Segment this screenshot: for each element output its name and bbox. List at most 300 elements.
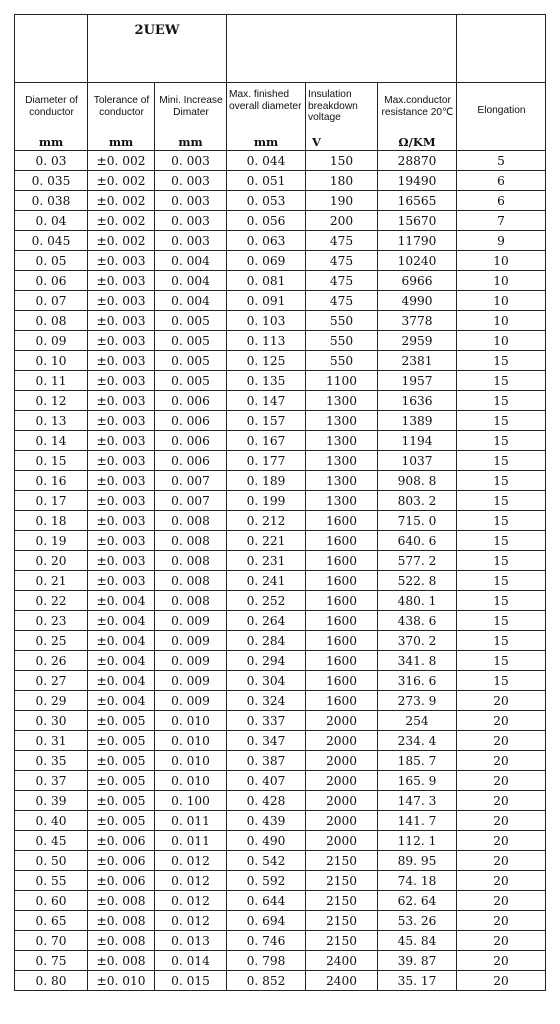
table-cell: 0. 091 xyxy=(227,291,306,311)
table-row xyxy=(15,331,546,351)
table-row xyxy=(15,191,546,211)
table-cell: 0. 05 xyxy=(15,251,88,271)
table-cell: 0. 798 xyxy=(227,951,306,971)
table-cell: ±0. 002 xyxy=(88,231,155,251)
table-cell: ±0. 006 xyxy=(88,851,155,871)
table-cell: 0. 011 xyxy=(155,811,227,831)
table-cell: 0. 035 xyxy=(15,171,88,191)
table-cell: 1300 xyxy=(306,491,378,511)
table-cell: 0. 55 xyxy=(15,871,88,891)
table-cell: 10 xyxy=(457,311,546,331)
table-cell: 200 xyxy=(306,211,378,231)
table-cell: ±0. 005 xyxy=(88,771,155,791)
table-cell: 0. 051 xyxy=(227,171,306,191)
table-cell: 15 xyxy=(457,391,546,411)
table-cell: 0. 006 xyxy=(155,391,227,411)
table-cell: 0. 23 xyxy=(15,611,88,631)
table-cell: 0. 003 xyxy=(155,151,227,171)
col-header-unit: V xyxy=(312,135,321,149)
table-row xyxy=(15,471,546,491)
header-row xyxy=(15,83,546,151)
table-cell: 0. 19 xyxy=(15,531,88,551)
table-cell: 0. 304 xyxy=(227,671,306,691)
table-cell: 10 xyxy=(457,291,546,311)
table-cell: ±0. 004 xyxy=(88,631,155,651)
table-cell: 45. 84 xyxy=(378,931,457,951)
table-cell: ±0. 003 xyxy=(88,551,155,571)
table-cell: 1600 xyxy=(306,571,378,591)
table-cell: 9 xyxy=(457,231,546,251)
table-cell: 0. 27 xyxy=(15,671,88,691)
table-cell: 15 xyxy=(457,591,546,611)
table-cell: 20 xyxy=(457,851,546,871)
table-cell: 0. 167 xyxy=(227,431,306,451)
table-row xyxy=(15,351,546,371)
table-cell: ±0. 010 xyxy=(88,971,155,991)
table-cell: 165. 9 xyxy=(378,771,457,791)
table-cell: 2000 xyxy=(306,731,378,751)
table-row xyxy=(15,411,546,431)
table-cell: ±0. 004 xyxy=(88,651,155,671)
table-cell: 15 xyxy=(457,431,546,451)
title-blank-cell xyxy=(227,15,457,83)
title-row xyxy=(15,15,546,83)
table-cell: 0. 008 xyxy=(155,591,227,611)
table-cell: 2150 xyxy=(306,851,378,871)
table-row xyxy=(15,851,546,871)
table-cell: 0. 241 xyxy=(227,571,306,591)
table-cell: 803. 2 xyxy=(378,491,457,511)
table-row xyxy=(15,551,546,571)
table-cell: 0. 009 xyxy=(155,651,227,671)
table-body xyxy=(15,15,546,991)
table-cell: 0. 003 xyxy=(155,231,227,251)
table-cell: 0. 010 xyxy=(155,771,227,791)
table-cell: 0. 007 xyxy=(155,491,227,511)
table-cell: 0. 347 xyxy=(227,731,306,751)
table-cell: 577. 2 xyxy=(378,551,457,571)
table-cell: ±0. 003 xyxy=(88,571,155,591)
table-cell: ±0. 005 xyxy=(88,811,155,831)
table-cell: 0. 157 xyxy=(227,411,306,431)
table-cell: 147. 3 xyxy=(378,791,457,811)
table-cell: 0. 005 xyxy=(155,371,227,391)
table-cell: 10 xyxy=(457,331,546,351)
col-header-unit: mm xyxy=(253,135,279,149)
table-cell: 0. 13 xyxy=(15,411,88,431)
table-cell: 0. 006 xyxy=(155,411,227,431)
table-cell: 0. 012 xyxy=(155,871,227,891)
table-cell: 0. 294 xyxy=(227,651,306,671)
table-cell: 2150 xyxy=(306,931,378,951)
table-cell: 1300 xyxy=(306,451,378,471)
table-cell: 0. 010 xyxy=(155,751,227,771)
table-cell: 0. 75 xyxy=(15,951,88,971)
table-row xyxy=(15,211,546,231)
table-cell: ±0. 005 xyxy=(88,791,155,811)
table-cell: 2150 xyxy=(306,911,378,931)
table-cell: 0. 006 xyxy=(155,431,227,451)
table-cell: 185. 7 xyxy=(378,751,457,771)
table-cell: ±0. 003 xyxy=(88,331,155,351)
table-cell: 475 xyxy=(306,271,378,291)
table-cell: 15670 xyxy=(378,211,457,231)
table-cell: 20 xyxy=(457,731,546,751)
table-cell: 0. 063 xyxy=(227,231,306,251)
table-cell: 273. 9 xyxy=(378,691,457,711)
table-cell: 0. 009 xyxy=(155,611,227,631)
table-cell: 0. 09 xyxy=(15,331,88,351)
table-row xyxy=(15,171,546,191)
table-cell: 2959 xyxy=(378,331,457,351)
table-row xyxy=(15,771,546,791)
table-cell: 0. 003 xyxy=(155,171,227,191)
table-cell: 0. 14 xyxy=(15,431,88,451)
table-cell: 1100 xyxy=(306,371,378,391)
table-cell: ±0. 006 xyxy=(88,871,155,891)
table-cell: 0. 852 xyxy=(227,971,306,991)
table-cell: ±0. 002 xyxy=(88,171,155,191)
table-cell: 15 xyxy=(457,511,546,531)
table-cell: 0. 06 xyxy=(15,271,88,291)
table-row xyxy=(15,831,546,851)
table-cell: 0. 592 xyxy=(227,871,306,891)
table-row xyxy=(15,891,546,911)
table-cell: 0. 003 xyxy=(155,191,227,211)
table-cell: 475 xyxy=(306,291,378,311)
table-cell: 0. 009 xyxy=(155,631,227,651)
table-cell: 1600 xyxy=(306,671,378,691)
table-cell: 15 xyxy=(457,491,546,511)
table-cell: 438. 6 xyxy=(378,611,457,631)
table-cell: 5 xyxy=(457,151,546,171)
table-cell: 0. 10 xyxy=(15,351,88,371)
table-cell: 0. 08 xyxy=(15,311,88,331)
table-cell: 20 xyxy=(457,831,546,851)
col-header-label: Max.conductor resistance 20℃ xyxy=(381,95,454,118)
table-cell: 0. 644 xyxy=(227,891,306,911)
table-row xyxy=(15,811,546,831)
table-cell: 20 xyxy=(457,751,546,771)
table-cell: 0. 015 xyxy=(155,971,227,991)
table-cell: 0. 135 xyxy=(227,371,306,391)
table-cell: ±0. 005 xyxy=(88,711,155,731)
table-cell: 0. 21 xyxy=(15,571,88,591)
table-cell: 0. 31 xyxy=(15,731,88,751)
table-row xyxy=(15,151,546,171)
table-cell: 0. 15 xyxy=(15,451,88,471)
table-cell: 2400 xyxy=(306,971,378,991)
table-cell: 0. 20 xyxy=(15,551,88,571)
table-cell: 0. 04 xyxy=(15,211,88,231)
table-cell: 0. 284 xyxy=(227,631,306,651)
table-cell: 0. 40 xyxy=(15,811,88,831)
table-row xyxy=(15,431,546,451)
table-cell: 20 xyxy=(457,691,546,711)
col-header-tolerance xyxy=(88,83,155,151)
table-cell: 0. 069 xyxy=(227,251,306,271)
table-cell: 15 xyxy=(457,551,546,571)
table-cell: 141. 7 xyxy=(378,811,457,831)
table-cell: 0. 12 xyxy=(15,391,88,411)
table-cell: 6 xyxy=(457,171,546,191)
col-header-label: Mini. Increase Dimater xyxy=(159,95,223,118)
table-cell: 0. 010 xyxy=(155,731,227,751)
table-cell: 908. 8 xyxy=(378,471,457,491)
table-cell: 0. 006 xyxy=(155,451,227,471)
table-cell: 0. 03 xyxy=(15,151,88,171)
table-cell: ±0. 003 xyxy=(88,531,155,551)
table-cell: ±0. 004 xyxy=(88,691,155,711)
table-cell: 0. 045 xyxy=(15,231,88,251)
col-header-unit: Ω/KM xyxy=(398,135,436,149)
table-cell: 15 xyxy=(457,631,546,651)
table-cell: 0. 337 xyxy=(227,711,306,731)
table-title: 2UEW xyxy=(88,15,227,83)
col-header-unit: mm xyxy=(178,135,203,149)
table-cell: 0. 37 xyxy=(15,771,88,791)
table-row xyxy=(15,711,546,731)
table-cell: 0. 003 xyxy=(155,211,227,231)
table-cell: 0. 009 xyxy=(155,691,227,711)
table-cell: 3778 xyxy=(378,311,457,331)
table-cell: 1600 xyxy=(306,551,378,571)
table-cell: 2000 xyxy=(306,791,378,811)
table-cell: 1600 xyxy=(306,611,378,631)
table-cell: 0. 407 xyxy=(227,771,306,791)
table-row xyxy=(15,611,546,631)
table-cell: 15 xyxy=(457,351,546,371)
table-cell: ±0. 003 xyxy=(88,291,155,311)
table-cell: 0. 490 xyxy=(227,831,306,851)
table-cell: ±0. 003 xyxy=(88,391,155,411)
table-cell: 15 xyxy=(457,571,546,591)
table-row xyxy=(15,731,546,751)
table-cell: 35. 17 xyxy=(378,971,457,991)
table-row xyxy=(15,911,546,931)
table-cell: 0. 004 xyxy=(155,291,227,311)
table-cell: 0. 100 xyxy=(155,791,227,811)
table-cell: ±0. 003 xyxy=(88,431,155,451)
table-cell: 1600 xyxy=(306,691,378,711)
table-cell: ±0. 003 xyxy=(88,471,155,491)
table-cell: 550 xyxy=(306,351,378,371)
table-cell: 150 xyxy=(306,151,378,171)
table-cell: 0. 11 xyxy=(15,371,88,391)
table-cell: 0. 18 xyxy=(15,511,88,531)
table-cell: 0. 125 xyxy=(227,351,306,371)
table-cell: 19490 xyxy=(378,171,457,191)
table-cell: 0. 30 xyxy=(15,711,88,731)
col-header-label: Diameter of conductor xyxy=(25,95,78,118)
table-cell: ±0. 002 xyxy=(88,211,155,231)
table-cell: 20 xyxy=(457,911,546,931)
col-header-label: Insulation breakdown voltage xyxy=(308,89,358,123)
table-cell: 2000 xyxy=(306,831,378,851)
table-cell: 0. 008 xyxy=(155,551,227,571)
table-cell: 0. 004 xyxy=(155,271,227,291)
table-cell: 20 xyxy=(457,931,546,951)
table-cell: 0. 014 xyxy=(155,951,227,971)
table-cell: 0. 45 xyxy=(15,831,88,851)
table-cell: 20 xyxy=(457,951,546,971)
table-cell: 1600 xyxy=(306,651,378,671)
table-cell: 1600 xyxy=(306,531,378,551)
table-cell: ±0. 003 xyxy=(88,251,155,271)
table-cell: 0. 80 xyxy=(15,971,88,991)
table-cell: 254 xyxy=(378,711,457,731)
table-cell: 0. 264 xyxy=(227,611,306,631)
table-cell: ±0. 002 xyxy=(88,191,155,211)
table-cell: ±0. 004 xyxy=(88,591,155,611)
table-cell: 0. 056 xyxy=(227,211,306,231)
table-cell: ±0. 008 xyxy=(88,891,155,911)
table-cell: 234. 4 xyxy=(378,731,457,751)
table-cell: 190 xyxy=(306,191,378,211)
table-row xyxy=(15,751,546,771)
table-cell: 1300 xyxy=(306,391,378,411)
table-cell: ±0. 003 xyxy=(88,511,155,531)
table-cell: 0. 212 xyxy=(227,511,306,531)
table-cell: 2150 xyxy=(306,871,378,891)
table-cell: 1600 xyxy=(306,511,378,531)
table-cell: 0. 008 xyxy=(155,531,227,551)
table-cell: 7 xyxy=(457,211,546,231)
table-cell: 0. 50 xyxy=(15,851,88,871)
table-cell: 370. 2 xyxy=(378,631,457,651)
table-cell: ±0. 002 xyxy=(88,151,155,171)
table-cell: 2000 xyxy=(306,811,378,831)
table-cell: 0. 113 xyxy=(227,331,306,351)
table-cell: 15 xyxy=(457,371,546,391)
table-row xyxy=(15,531,546,551)
table-cell: ±0. 004 xyxy=(88,611,155,631)
table-cell: 316. 6 xyxy=(378,671,457,691)
table-cell: 0. 007 xyxy=(155,471,227,491)
table-cell: 0. 252 xyxy=(227,591,306,611)
table-cell: 2381 xyxy=(378,351,457,371)
col-header-max-finished xyxy=(227,83,306,151)
table-cell: 0. 012 xyxy=(155,891,227,911)
table-cell: 0. 65 xyxy=(15,911,88,931)
table-cell: ±0. 003 xyxy=(88,271,155,291)
table-cell: 0. 17 xyxy=(15,491,88,511)
table-cell: 0. 221 xyxy=(227,531,306,551)
table-cell: 74. 18 xyxy=(378,871,457,891)
table-cell: 1194 xyxy=(378,431,457,451)
table-cell: 112. 1 xyxy=(378,831,457,851)
table-cell: 4990 xyxy=(378,291,457,311)
table-row xyxy=(15,971,546,991)
table-row xyxy=(15,491,546,511)
table-cell: 522. 8 xyxy=(378,571,457,591)
table-cell: 0. 439 xyxy=(227,811,306,831)
table-cell: 20 xyxy=(457,971,546,991)
table-row xyxy=(15,451,546,471)
table-cell: 20 xyxy=(457,891,546,911)
table-cell: 0. 231 xyxy=(227,551,306,571)
table-cell: 0. 70 xyxy=(15,931,88,951)
col-header-elongation xyxy=(457,83,546,151)
table-cell: 0. 39 xyxy=(15,791,88,811)
table-cell: 0. 008 xyxy=(155,571,227,591)
table-cell: 550 xyxy=(306,331,378,351)
table-cell: 0. 199 xyxy=(227,491,306,511)
table-row xyxy=(15,951,546,971)
table-cell: 0. 044 xyxy=(227,151,306,171)
table-cell: 0. 35 xyxy=(15,751,88,771)
table-row xyxy=(15,271,546,291)
table-cell: 15 xyxy=(457,531,546,551)
table-cell: 0. 009 xyxy=(155,671,227,691)
col-header-unit: mm xyxy=(108,135,134,149)
table-cell: 0. 694 xyxy=(227,911,306,931)
table-cell: 62. 64 xyxy=(378,891,457,911)
table-cell: ±0. 003 xyxy=(88,491,155,511)
table-cell: 0. 22 xyxy=(15,591,88,611)
table-cell: 0. 29 xyxy=(15,691,88,711)
table-cell: 550 xyxy=(306,311,378,331)
table-cell: 39. 87 xyxy=(378,951,457,971)
col-header-diameter xyxy=(15,83,88,151)
table-cell: ±0. 003 xyxy=(88,351,155,371)
table-row xyxy=(15,671,546,691)
table-row xyxy=(15,291,546,311)
table-cell: 715. 0 xyxy=(378,511,457,531)
table-cell: 0. 012 xyxy=(155,851,227,871)
table-cell: ±0. 003 xyxy=(88,451,155,471)
col-header-mini-increase xyxy=(155,83,227,151)
table-cell: 0. 013 xyxy=(155,931,227,951)
table-cell: 0. 25 xyxy=(15,631,88,651)
table-cell: 0. 010 xyxy=(155,711,227,731)
table-cell: ±0. 005 xyxy=(88,751,155,771)
table-cell: 20 xyxy=(457,791,546,811)
table-row xyxy=(15,231,546,251)
col-header-label: Max. finished overall diameter xyxy=(229,89,302,112)
table-cell: 0. 324 xyxy=(227,691,306,711)
table-cell: ±0. 004 xyxy=(88,671,155,691)
table-cell: 15 xyxy=(457,671,546,691)
table-cell: ±0. 003 xyxy=(88,371,155,391)
table-cell: 11790 xyxy=(378,231,457,251)
table-cell: 475 xyxy=(306,231,378,251)
title-blank-cell xyxy=(15,15,88,83)
table-cell: 0. 005 xyxy=(155,311,227,331)
table-cell: 1600 xyxy=(306,631,378,651)
table-row xyxy=(15,571,546,591)
title-blank-cell xyxy=(457,15,546,83)
table-cell: 15 xyxy=(457,611,546,631)
table-cell: 10 xyxy=(457,251,546,271)
table-cell: 15 xyxy=(457,471,546,491)
table-cell: 0. 428 xyxy=(227,791,306,811)
table-cell: 180 xyxy=(306,171,378,191)
table-cell: 0. 011 xyxy=(155,831,227,851)
table-row xyxy=(15,651,546,671)
table-cell: 1389 xyxy=(378,411,457,431)
table-cell: 1037 xyxy=(378,451,457,471)
table-cell: 20 xyxy=(457,711,546,731)
table-cell: 2000 xyxy=(306,771,378,791)
table-cell: 16565 xyxy=(378,191,457,211)
table-row xyxy=(15,391,546,411)
table-row xyxy=(15,631,546,651)
table-cell: 10 xyxy=(457,271,546,291)
table-cell: 0. 60 xyxy=(15,891,88,911)
table-cell: 0. 189 xyxy=(227,471,306,491)
table-cell: 0. 07 xyxy=(15,291,88,311)
